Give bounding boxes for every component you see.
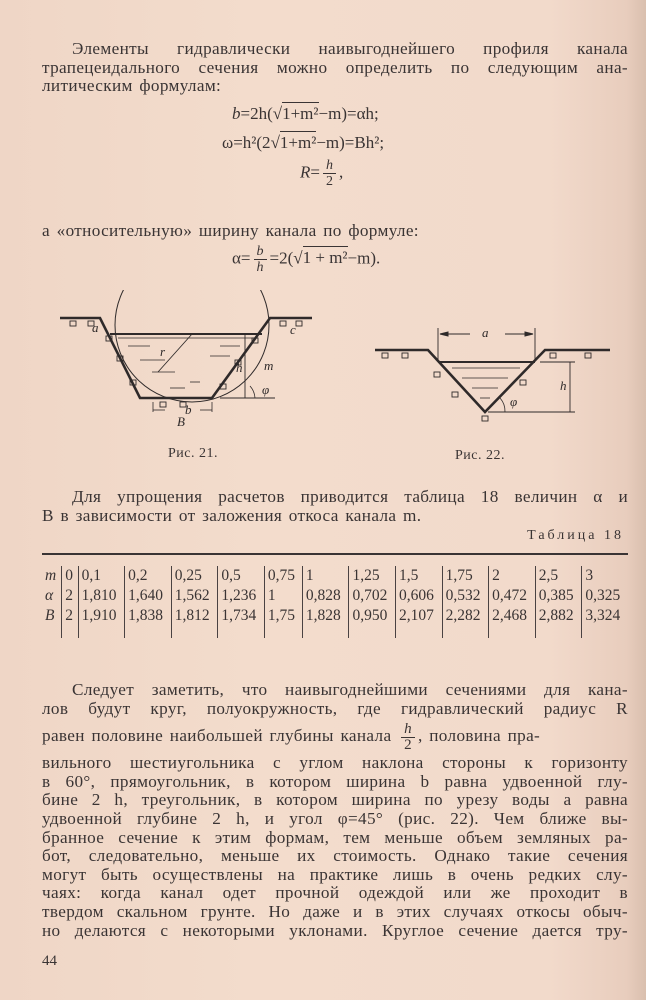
table-row: [42, 606, 628, 626]
text-line: но делаются с некоторыми уклонами. Круглое сечение дается тру-: [42, 920, 628, 940]
table-cell: 1,910: [78, 606, 125, 626]
svg-text:a: a: [92, 320, 99, 335]
table-cell: 0,702: [349, 586, 396, 606]
table-title: Таблица 18: [527, 528, 624, 543]
table-cell: 2,282: [442, 606, 489, 626]
table-cell: 2,107: [396, 606, 443, 626]
text-line: трапецеидального сечения можно определить по следующим ана-: [42, 57, 628, 77]
text-line: в 60°, прямоугольник, в котором ширина b равна удвоенной глу-: [42, 771, 628, 791]
svg-text:B: B: [177, 414, 185, 429]
table-cell: 0: [62, 566, 78, 586]
table-cell: 0,1: [78, 566, 125, 586]
table-cell: 1,562: [171, 586, 218, 606]
table-cell: 3,324: [582, 606, 628, 626]
svg-text:h: h: [236, 360, 243, 375]
table-cell: 1,838: [125, 606, 172, 626]
sqrt-sign: √: [272, 104, 283, 123]
text-line: твердом скальном грунте. Но даже и в этих случаях откосы обыч-: [42, 901, 628, 921]
formula-b: b=2h(√1+m²−m)=αh;: [232, 104, 379, 123]
table-cell: 3: [582, 566, 628, 586]
table-cell: 0,532: [442, 586, 489, 606]
table-cell: 1,25: [349, 566, 396, 586]
table-cell: 0,75: [264, 566, 302, 586]
table-cell: 1,75: [442, 566, 489, 586]
alpha-intro: [42, 222, 628, 241]
table-18: [42, 566, 628, 638]
table-spacer: [42, 626, 628, 638]
formula-text: −m)=Bh²;: [316, 133, 385, 152]
intro-paragraph: [42, 40, 628, 96]
text-line: бине 2 h, треугольник, в котором ширина по урезу воды a равна: [42, 790, 628, 810]
table-cell: 0,606: [396, 586, 443, 606]
text-line: могут быть осуществлены на практике лишь в очень редких слу-: [42, 864, 628, 884]
table-cell: 1,640: [125, 586, 172, 606]
table-cell: 1: [264, 586, 302, 606]
formula-text: =h²(2: [233, 133, 271, 152]
table-cell: 0,325: [582, 586, 628, 606]
table-cell: 0,950: [349, 606, 396, 626]
page-number: 44: [42, 953, 57, 969]
row-label: α: [45, 587, 54, 604]
text-line: бранное сечение к этим формам, тем меньше объем земляных ра-: [42, 827, 628, 847]
text-line: B в зависимости от заложения откоса канала m.: [42, 505, 422, 525]
table-cell: 1,75: [264, 606, 302, 626]
radicand: 1 + m²: [302, 248, 348, 268]
table-cell: 0,2: [125, 566, 172, 586]
formula-R: R= $\frac{h}{2}$ ,: [300, 158, 344, 189]
table-row: [42, 586, 628, 606]
table-cell: 2,5: [535, 566, 582, 586]
svg-text:a: a: [482, 325, 489, 340]
table-cell: 0,828: [302, 586, 349, 606]
table-cell: 2,882: [535, 606, 582, 626]
figure-22-triangular-channel: [370, 320, 620, 430]
main-paragraph: [42, 681, 628, 940]
svg-text:φ: φ: [262, 382, 270, 397]
text-line: Следует заметить, что наивыгоднейшими сечениями для кана-: [72, 680, 628, 699]
table-cell: 1,810: [78, 586, 125, 606]
text-line: вильного шестиугольника с углом наклона стороны к горизонту: [42, 753, 628, 773]
text-line: а «относительную» ширину канала по формуле:: [42, 221, 419, 240]
text-line: бот, следовательно, меньше их стоимость. Однако такие сечения: [42, 846, 628, 866]
table-cell: 1,734: [218, 606, 265, 626]
row-label: B: [45, 607, 55, 624]
table-cell: 0,25: [171, 566, 218, 586]
table-cell: 1,828: [302, 606, 349, 626]
text-line: чаях: когда канал одет прочной одеждой или же проходит в: [42, 883, 628, 903]
svg-text:m: m: [264, 358, 274, 373]
radicand: 1+m²: [279, 133, 317, 152]
radicand: 1+m²: [282, 104, 319, 123]
sqrt-sign: √: [293, 248, 303, 268]
figure-21-trapezoid-channel: [40, 290, 340, 430]
text-line: удвоенной глубине 2 h, и угол φ=45° (рис. 22). Чем ближе вы-: [42, 808, 628, 828]
formula-alpha: α= $\frac{b}{h}$ =2(√1 + m²−m).: [232, 244, 381, 275]
svg-text:h: h: [560, 378, 567, 393]
text-line-with-fraction: равен половине наибольшей глубины канала $\frac{h}{2}$ , половина пра-: [42, 720, 541, 753]
fraction: $\frac{b}{h}$: [254, 244, 267, 275]
table-cell: 1: [302, 566, 349, 586]
table-cell: 1,236: [218, 586, 265, 606]
svg-text:c: c: [290, 322, 296, 337]
table-cell: 0,5: [218, 566, 265, 586]
svg-text:φ: φ: [510, 394, 518, 409]
fraction: $\frac{h}{2}$: [323, 158, 336, 189]
table-cell: 2: [62, 586, 78, 606]
formula-text: =2h(: [240, 104, 273, 123]
table-cell: 0,472: [489, 586, 536, 606]
formula-text: −m)=αh;: [318, 104, 379, 123]
text-line: Элементы гидравлически наивыгоднейшего профиля канала: [72, 39, 628, 58]
figure-21-caption: Рис. 21.: [168, 446, 218, 461]
sqrt-sign: √: [270, 133, 280, 152]
text-line: лов будут круг, полуокружность, где гидравлический радиус R: [42, 698, 628, 718]
table-cell: 2: [489, 566, 536, 586]
table-top-rule: [42, 553, 628, 555]
formula-omega: ω=h²(2√1+m²−m)=Bh²;: [222, 133, 385, 152]
table-intro-paragraph: [42, 488, 628, 525]
table-row: [42, 566, 628, 586]
row-label: m: [45, 567, 57, 584]
svg-text:b: b: [185, 402, 192, 417]
table-cell: 2: [62, 606, 78, 626]
table-cell: 1,5: [396, 566, 443, 586]
text-line: литическим формулам:: [42, 76, 222, 96]
figure-22-caption: Рис. 22.: [455, 448, 505, 463]
fraction: $\frac{h}{2}$: [401, 722, 415, 753]
table-cell: 0,385: [535, 586, 582, 606]
svg-text:r: r: [160, 344, 166, 359]
table-cell: 1,812: [171, 606, 218, 626]
table-cell: 2,468: [489, 606, 536, 626]
text-line: Для упрощения расчетов приводится таблица 18 величин α и: [72, 487, 628, 506]
